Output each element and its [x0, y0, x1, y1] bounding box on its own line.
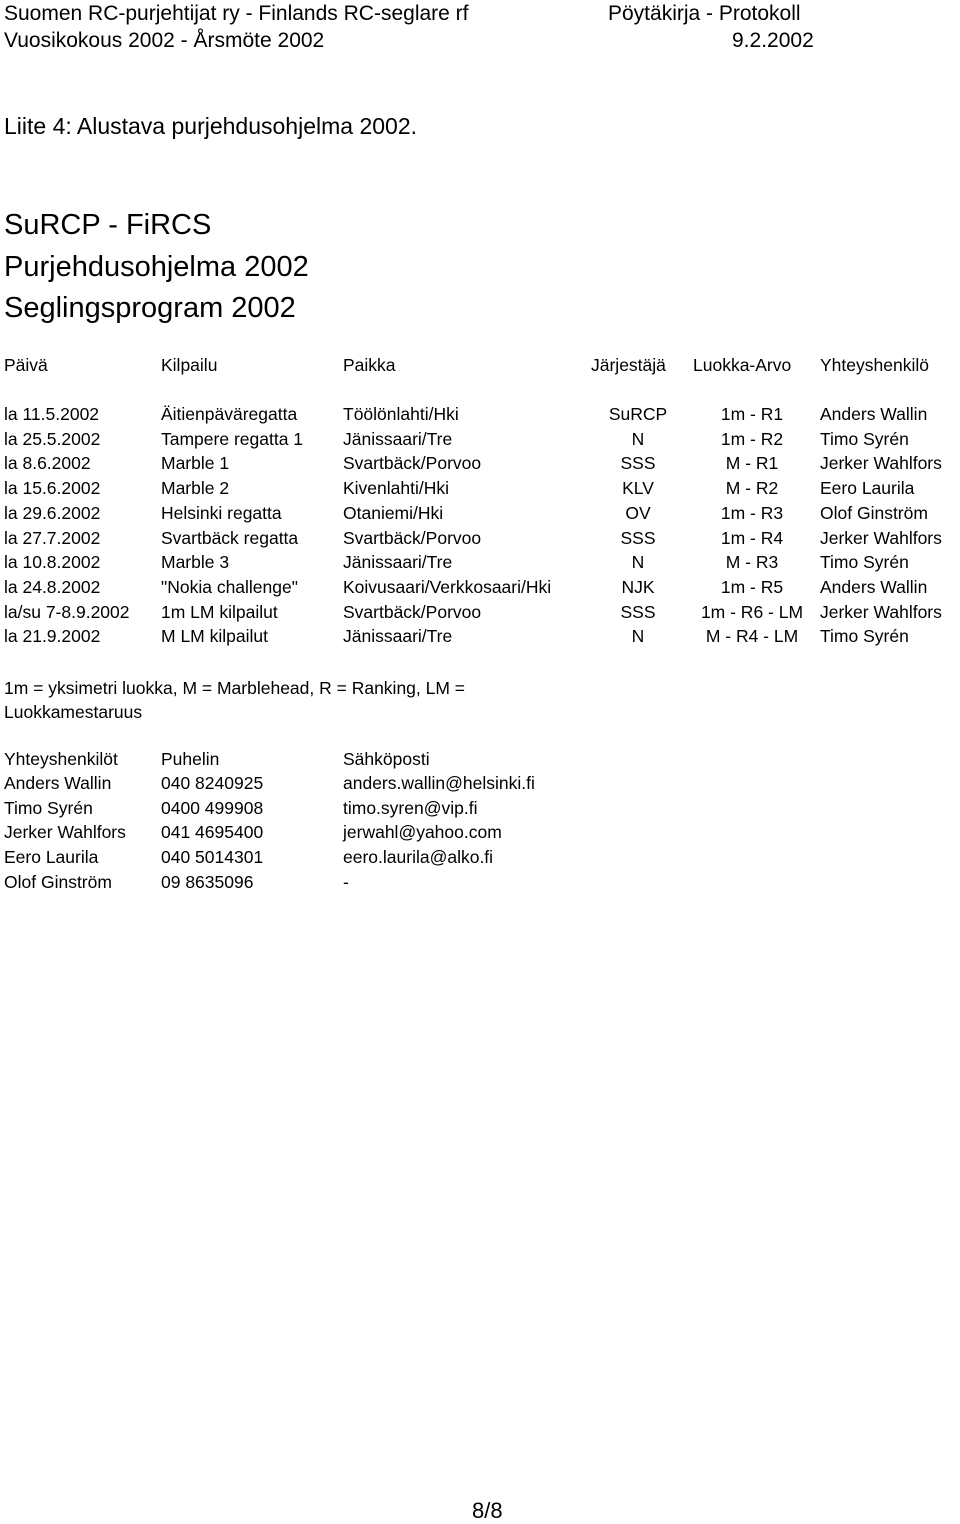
- schedule-cell-class: 1m - R4: [720, 527, 784, 548]
- contacts-cell-phone: 041 4695400: [161, 822, 264, 843]
- header-meeting: Vuosikokous 2002 - Årsmöte 2002: [4, 29, 325, 52]
- schedule-cell-venue: Töölönlahti/Hki: [343, 404, 459, 424]
- schedule-cell-class: 1m - R1: [720, 404, 784, 424]
- schedule-cell-date: la 29.6.2002: [4, 502, 101, 523]
- contacts-cell-email: jerwahl@yahoo.com: [343, 822, 502, 843]
- schedule-header-contact: Yhteyshenkilö: [820, 355, 929, 375]
- schedule-header-organizer: Järjestäjä: [591, 355, 666, 375]
- contacts-cell-name: Timo Syrén: [4, 797, 93, 818]
- program-title-line1: SuRCP - FiRCS: [4, 209, 212, 241]
- contacts-cell-email: timo.syren@vip.fi: [343, 797, 478, 818]
- schedule-cell-class: M - R1: [725, 453, 779, 474]
- contacts-header-phone: Puhelin: [161, 749, 220, 769]
- schedule-cell-date: la 15.6.2002: [4, 478, 101, 499]
- schedule-header-date: Päivä: [4, 355, 48, 375]
- schedule-cell-organizer: N: [631, 428, 645, 449]
- program-title-line3: Seglingsprogram 2002: [4, 292, 296, 324]
- schedule-cell-venue: Svartbäck/Porvoo: [343, 453, 482, 474]
- schedule-cell-contact: Jerker Wahlfors: [820, 601, 942, 622]
- schedule-cell-venue: Kivenlahti/Hki: [343, 478, 450, 499]
- legend-line1: 1m = yksimetri luokka, M = Marblehead, R = Ranking, LM =: [4, 678, 466, 698]
- schedule-cell-date: la 10.8.2002: [4, 552, 101, 573]
- schedule-cell-class: 1m - R6 - LM: [700, 601, 804, 622]
- schedule-cell-venue: Jänissaari/Tre: [343, 428, 453, 449]
- contacts-cell-name: Olof Ginström: [4, 871, 112, 892]
- contacts-cell-phone: 0400 499908: [161, 797, 264, 818]
- header-date: 9.2.2002: [732, 29, 814, 52]
- schedule-cell-organizer: SSS: [620, 453, 656, 474]
- schedule-cell-contact: Jerker Wahlfors: [820, 527, 942, 548]
- contacts-cell-name: Jerker Wahlfors: [4, 822, 126, 843]
- schedule-cell-venue: Jänissaari/Tre: [343, 552, 453, 573]
- schedule-cell-contact: Timo Syrén: [820, 428, 909, 449]
- schedule-cell-organizer: NJK: [621, 576, 655, 597]
- schedule-cell-venue: Koivusaari/Verkkosaari/Hki: [343, 576, 552, 597]
- schedule-cell-venue: Jänissaari/Tre: [343, 626, 453, 647]
- appendix-title: Liite 4: Alustava purjehdusohjelma 2002.: [4, 113, 418, 139]
- page-number: 8/8: [472, 1498, 503, 1523]
- schedule-cell-contact: Olof Ginström: [820, 502, 928, 523]
- schedule-cell-class: M - R4 - LM: [705, 626, 799, 647]
- schedule-cell-organizer: KLV: [622, 478, 654, 499]
- schedule-cell-organizer: SSS: [620, 601, 656, 622]
- header-doc-type: Pöytäkirja - Protokoll: [608, 2, 801, 25]
- schedule-cell-race: 1m LM kilpailut: [161, 601, 278, 622]
- legend-line2: Luokkamestaruus: [4, 702, 143, 722]
- schedule-cell-class: 1m - R3: [720, 502, 784, 523]
- schedule-cell-venue: Svartbäck/Porvoo: [343, 527, 482, 548]
- contacts-cell-phone: 09 8635096: [161, 871, 254, 892]
- schedule-cell-race: Tampere regatta 1: [161, 428, 304, 449]
- schedule-cell-race: "Nokia challenge": [161, 576, 298, 597]
- schedule-cell-venue: Otaniemi/Hki: [343, 502, 444, 523]
- schedule-cell-contact: Timo Syrén: [820, 626, 909, 647]
- schedule-header-race: Kilpailu: [161, 355, 218, 375]
- schedule-cell-race: M LM kilpailut: [161, 626, 268, 647]
- contacts-cell-email: eero.laurila@alko.fi: [343, 847, 494, 868]
- schedule-cell-race: Marble 3: [161, 552, 230, 573]
- contacts-cell-phone: 040 5014301: [161, 847, 264, 868]
- schedule-cell-organizer: N: [631, 552, 645, 573]
- schedule-cell-class: 1m - R2: [720, 428, 784, 449]
- contacts-cell-name: Eero Laurila: [4, 847, 99, 868]
- contacts-cell-phone: 040 8240925: [161, 773, 264, 793]
- schedule-cell-date: la 24.8.2002: [4, 576, 101, 597]
- schedule-cell-date: la 25.5.2002: [4, 428, 101, 449]
- schedule-cell-race: Äitienpäväregatta: [161, 404, 298, 424]
- schedule-cell-date: la 11.5.2002: [4, 404, 100, 424]
- schedule-cell-race: Helsinki regatta: [161, 502, 282, 523]
- schedule-cell-organizer: N: [631, 626, 645, 647]
- schedule-cell-class: 1m - R5: [720, 576, 784, 597]
- schedule-cell-class: M - R3: [725, 552, 779, 573]
- schedule-cell-organizer: OV: [625, 502, 651, 523]
- schedule-header-venue: Paikka: [343, 355, 396, 375]
- contacts-cell-name: Anders Wallin: [4, 773, 112, 793]
- schedule-cell-contact: Jerker Wahlfors: [820, 453, 942, 474]
- schedule-cell-date: la 27.7.2002: [4, 527, 101, 548]
- schedule-cell-race: Svartbäck regatta: [161, 527, 299, 548]
- schedule-cell-class: M - R2: [725, 478, 779, 499]
- contacts-cell-email: -: [343, 871, 349, 892]
- header-org: Suomen RC-purjehtijat ry - Finlands RC-seglare rf: [4, 2, 469, 25]
- schedule-cell-date: la 8.6.2002: [4, 453, 91, 474]
- schedule-cell-organizer: SuRCP: [608, 404, 668, 424]
- schedule-cell-organizer: SSS: [620, 527, 656, 548]
- schedule-cell-race: Marble 1: [161, 453, 230, 474]
- contacts-header-email: Sähköposti: [343, 749, 430, 769]
- schedule-cell-contact: Anders Wallin: [820, 576, 928, 597]
- schedule-cell-venue: Svartbäck/Porvoo: [343, 601, 482, 622]
- contacts-header-name: Yhteyshenkilöt: [4, 749, 118, 769]
- schedule-cell-date: la/su 7-8.9.2002: [4, 601, 130, 622]
- schedule-cell-contact: Anders Wallin: [820, 404, 928, 424]
- contacts-cell-email: anders.wallin@helsinki.fi: [343, 773, 535, 793]
- program-title-line2: Purjehdusohjelma 2002: [4, 251, 309, 283]
- schedule-header-class: Luokka-Arvo: [693, 355, 792, 375]
- schedule-cell-contact: Eero Laurila: [820, 478, 915, 499]
- schedule-cell-race: Marble 2: [161, 478, 230, 499]
- schedule-cell-contact: Timo Syrén: [820, 552, 909, 573]
- schedule-cell-date: la 21.9.2002: [4, 626, 101, 647]
